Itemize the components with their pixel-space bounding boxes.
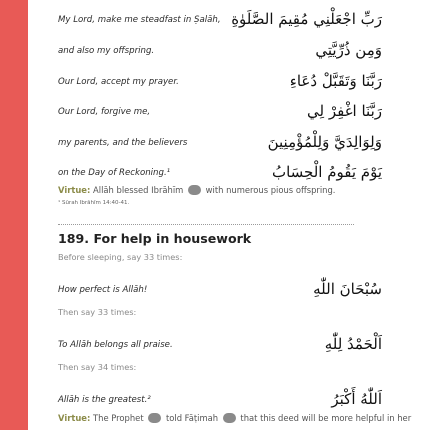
arabic-text: رَبَّنَا وَتَقَبَّلْ دُعَاءِ — [289, 72, 382, 90]
instruction-text: Then say 34 times: — [58, 362, 137, 372]
virtue-text: told Fāṭimah — [165, 413, 219, 423]
arabic-text: وَمِن ذُرِّيَّتِي — [315, 41, 382, 59]
virtue-note — [58, 185, 335, 196]
dhikr-line — [58, 270, 382, 298]
arabic-text: رَبَّنَا اغْفِرْ لِي — [307, 102, 382, 120]
arabic-text: سُبْحَانَ اللّٰهِ — [313, 280, 382, 298]
dua-line — [58, 153, 382, 181]
arabic-text: اَلْحَمْدُ لِلّٰهِ — [324, 335, 382, 353]
section-heading: 189. For help in housework — [58, 231, 252, 246]
instruction-text: Before sleeping, say 33 times: — [58, 252, 183, 262]
translation-text: Our Lord, forgive me, — [58, 107, 151, 117]
arabic-text: وَلِوَالِدَيَّ وَلِلْمُؤْمِنِينَ — [267, 133, 382, 151]
virtue-text: The Prophet — [93, 413, 144, 423]
honorific-icon — [223, 413, 236, 423]
translation-text: Allāh is the greatest.² — [58, 395, 151, 405]
translation-text: and also my offspring. — [58, 46, 155, 56]
instruction-text: Then say 33 times: — [58, 307, 137, 317]
virtue-label: Virtue: — [58, 185, 91, 195]
translation-text: My Lord, make me steadfast in Ṣalāh, — [58, 15, 221, 25]
dhikr-line — [58, 325, 382, 353]
translation-text: on the Day of Reckoning.¹ — [58, 168, 171, 178]
arabic-text: يَوْمَ يَقُومُ الْحِسَابُ — [271, 163, 382, 181]
virtue-note — [58, 413, 411, 424]
virtue-text: Allāh blessed Ibrāhīm — [93, 185, 184, 195]
dua-line — [58, 123, 382, 151]
footnote: ¹ Sūrah Ibrāhīm 14:40-41. — [58, 200, 130, 206]
arabic-text: رَبِّ اجْعَلْنِي مُقِيمَ الصَّلَوٰةِ — [231, 10, 382, 28]
dua-line — [58, 31, 382, 59]
honorific-icon — [148, 413, 161, 423]
translation-text: my parents, and the believers — [58, 138, 188, 148]
virtue-text: with numerous pious offspring. — [205, 185, 336, 195]
arabic-text: اَللّٰهُ أَكْبَرُ — [331, 390, 382, 408]
dua-line — [58, 92, 382, 120]
virtue-text: that this deed will be more helpful in her — [240, 413, 412, 423]
translation-text: To Allāh belongs all praise. — [58, 340, 173, 350]
translation-text: How perfect is Allāh! — [58, 285, 148, 295]
honorific-icon — [188, 185, 201, 195]
translation-text: Our Lord, accept my prayer. — [58, 77, 179, 87]
dua-line — [58, 62, 382, 90]
section-divider — [58, 224, 354, 225]
page-side-bar — [0, 0, 28, 430]
dhikr-line — [58, 380, 382, 408]
dua-line — [58, 0, 382, 28]
book-page — [28, 0, 430, 430]
virtue-label: Virtue: — [58, 413, 91, 423]
